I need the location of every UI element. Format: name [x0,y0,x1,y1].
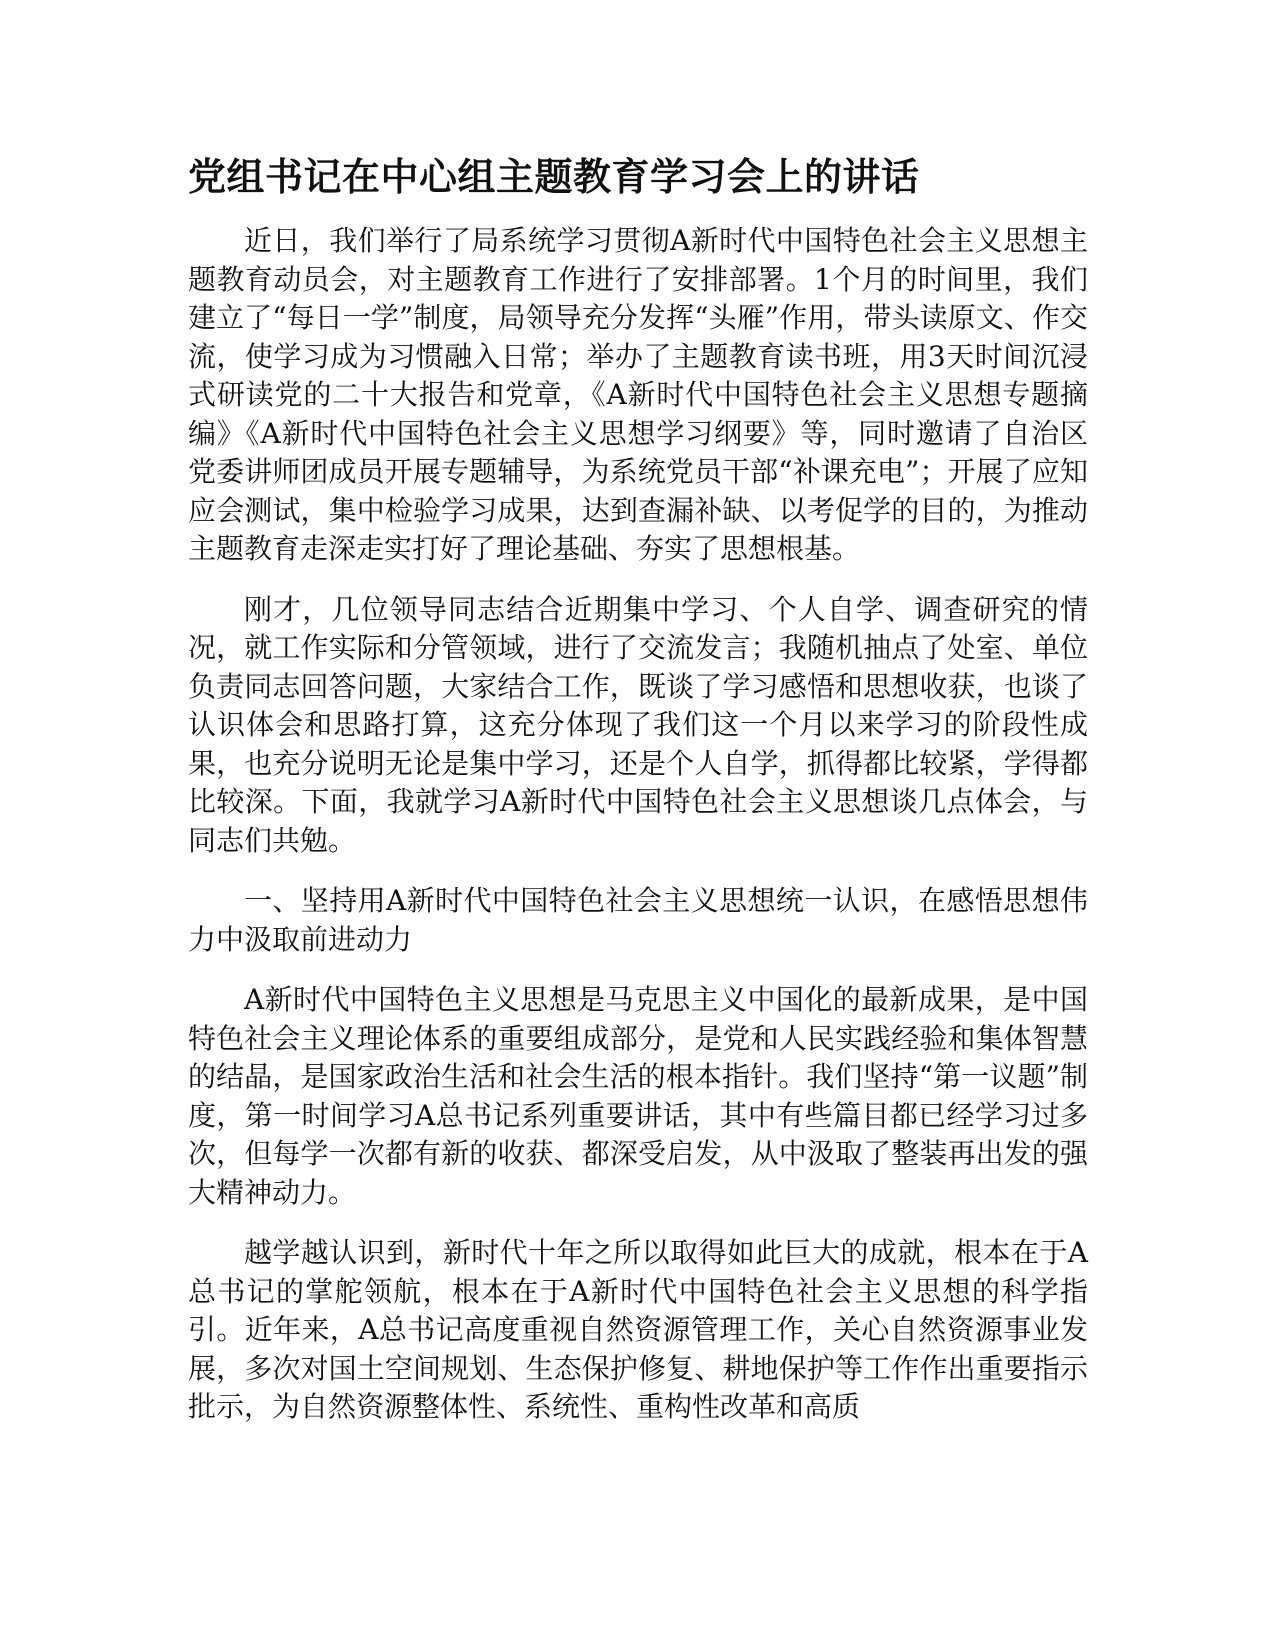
document-body [188,148,1088,1449]
paragraph-2: 刚才，几位领导同志结合近期集中学习、个人自学、调查研究的情况，就工作实际和分管领域，进行了交流发言；我随机抽点了处室、单位负责同志回答问题，大家结合工作，既谈了学习感悟和思想收获，也谈了认识体会和思路打算，这充分体现了我们这一个月以来学习的阶段性成果，也充分说明无论是集中学习，还是个人自学，抓得都比较紧，学得都比较深。下面，我就学习A新时代中国特色社会主义思想谈几点体会，与同志们共勉。 [188,592,1088,857]
paragraph-3: A新时代中国特色主义思想是马克思主义中国化的最新成果，是中国特色社会主义理论体系的重要组成部分，是党和人民实践经验和集体智慧的结晶，是国家政治生活和社会生活的根本指针。我们坚持“第一议题”制度，第一时间学习A总书记系列重要讲话，其中有些篇目都已经学习过多次，但每学一次都有新的收获、都深受启发，从中汲取了整装再出发的强大精神动力。 [188,983,1088,1209]
section-heading-1: 一、坚持用A新时代中国特色社会主义思想统一认识，在感悟思想伟力中汲取前进动力 [188,884,1088,956]
document-title: 党组书记在中心组主题教育学习会上的讲话 [188,155,920,199]
paragraph-1: 近日，我们举行了局系统学习贯彻A新时代中国特色社会主义思想主题教育动员会，对主题教育工作进行了安排部署。1个月的时间里，我们建立了“每日一学”制度，局领导充分发挥“头雁”作用，带头读原文、作交流，使学习成为习惯融入日常；举办了主题教育读书班，用3天时间沉浸式研读党的二十大报告和党章，《A新时代中国特色社会主义思想专题摘编》《A新时代中国特色社会主义思想学习纲要》等，同时邀请了自治区党委讲师团成员开展专题辅导，为系统党员干部“补课充电”；开展了应知应会测试，集中检验学习成果，达到查漏补缺、以考促学的目的，为推动主题教育走深走实打好了理论基础、夯实了思想根基。 [188,224,1088,565]
paragraph-4: 越学越认识到，新时代十年之所以取得如此巨大的成就，根本在于A总书记的掌舵领航，根本在于A新时代中国特色社会主义思想的科学指引。近年来，A总书记高度重视自然资源管理工作，关心自然资源事业发展，多次对国土空间规划、生态保护修复、耕地保护等工作作出重要指示批示，为自然资源整体性、系统性、重构性改革和高质 [188,1236,1088,1423]
